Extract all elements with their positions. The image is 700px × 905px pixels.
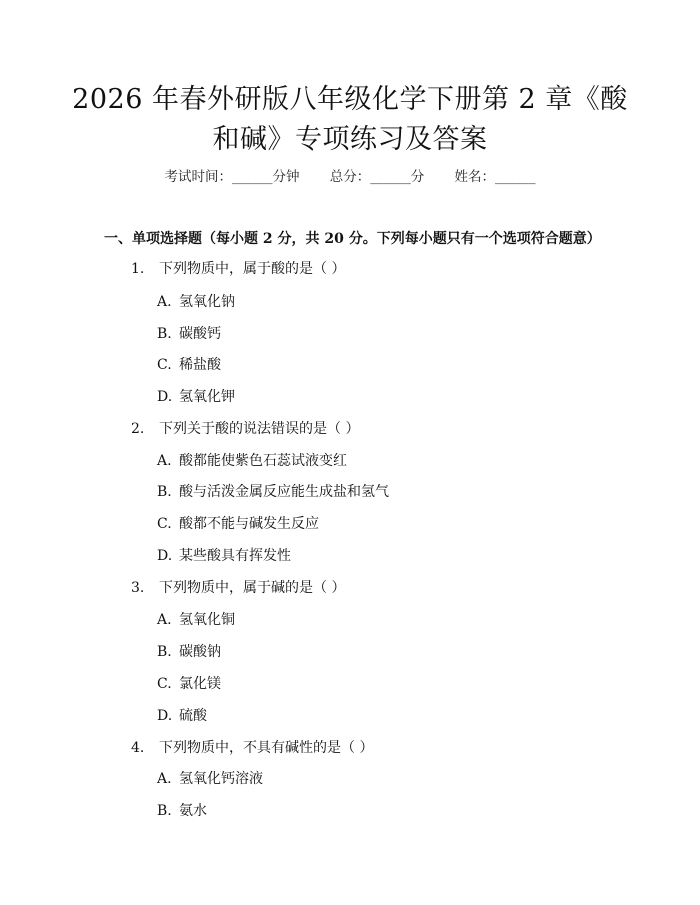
option-text: 某些酸具有挥发性 (179, 548, 291, 564)
question-text: 下列物质中，不具有碱性的是（ ） (159, 740, 374, 756)
question-1 (131, 259, 345, 279)
question-2-option-a (157, 451, 347, 471)
question-3-option-a (157, 610, 235, 630)
option-text: 酸都不能与碱发生反应 (179, 516, 319, 532)
option-letter: A. (157, 453, 172, 469)
option-letter: B. (157, 644, 172, 660)
question-2-option-d (157, 546, 291, 566)
page-title-line-1: 2026 年春外研版八年级化学下册第 2 章《酸 (72, 84, 628, 115)
option-letter: A. (157, 294, 172, 310)
option-text: 氢氧化铜 (179, 612, 235, 628)
question-text: 下列关于酸的说法错误的是（ ） (159, 421, 360, 437)
question-number: 1. (131, 261, 145, 277)
option-text: 氢氧化钙溶液 (179, 771, 263, 787)
option-text: 碳酸钠 (179, 644, 221, 660)
question-number: 2. (131, 421, 145, 437)
option-letter: A. (157, 612, 172, 628)
exam-time-field: 考试时间：______分钟 (164, 169, 300, 185)
option-letter: D. (157, 389, 173, 405)
question-text: 下列物质中，属于碱的是（ ） (159, 580, 346, 596)
question-3-option-b (157, 642, 221, 662)
question-3 (131, 578, 345, 598)
option-letter: C. (157, 676, 172, 692)
student-name-field: 姓名：______ (454, 169, 536, 185)
option-text: 碳酸钙 (179, 326, 221, 342)
option-text: 氯化镁 (179, 676, 221, 692)
option-letter: B. (157, 326, 172, 342)
question-1-option-c (157, 355, 221, 375)
option-text: 氢氧化钠 (179, 294, 235, 310)
question-number: 4. (131, 740, 145, 756)
question-1-option-b (157, 324, 221, 344)
total-score-field: 总分：______分 (329, 169, 425, 185)
question-4 (131, 738, 373, 758)
question-2-option-b (157, 482, 389, 502)
option-letter: B. (157, 803, 172, 819)
option-letter: C. (157, 357, 172, 373)
option-text: 酸与活泼金属反应能生成盐和氢气 (179, 484, 389, 500)
option-text: 氨水 (179, 803, 207, 819)
option-letter: D. (157, 708, 173, 724)
option-letter: B. (157, 484, 172, 500)
question-4-option-a (157, 769, 263, 789)
question-1-option-d (157, 387, 235, 407)
question-number: 3. (131, 580, 145, 596)
option-letter: C. (157, 516, 172, 532)
question-3-option-d (157, 706, 207, 726)
option-text: 硫酸 (179, 708, 207, 724)
option-text: 氢氧化钾 (179, 389, 235, 405)
question-1-option-a (157, 292, 235, 312)
option-text: 酸都能使紫色石蕊试液变红 (179, 453, 347, 469)
question-2-option-c (157, 514, 319, 534)
section-heading: 一、单项选择题（每小题 2 分，共 20 分。下列每小题只有一个选项符合题意） (104, 231, 601, 247)
option-letter: A. (157, 771, 172, 787)
option-text: 稀盐酸 (179, 357, 221, 373)
question-2 (131, 419, 359, 439)
exam-meta (0, 166, 700, 188)
option-letter: D. (157, 548, 173, 564)
question-4-option-b (157, 801, 207, 821)
question-3-option-c (157, 674, 221, 694)
page-title-line-2: 和碱》专项练习及答案 (212, 124, 488, 155)
question-text: 下列物质中，属于酸的是（ ） (159, 261, 346, 277)
